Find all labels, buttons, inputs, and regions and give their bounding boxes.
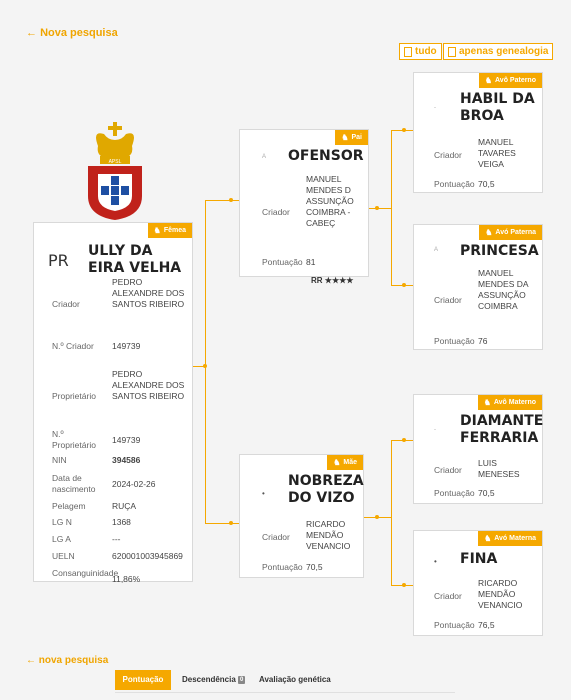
brand-mark-icon: •: [434, 557, 437, 566]
subject-field-value: 1368: [112, 517, 131, 527]
dam-card[interactable]: [239, 454, 364, 578]
paternal-grandsire-score: 70,5: [478, 179, 495, 189]
brand-mark-icon: A: [262, 154, 267, 160]
score-label: Pontuação: [434, 620, 475, 630]
export-genealogy-button[interactable]: apenas genealogia: [443, 43, 553, 60]
maternal-grandsire-card[interactable]: [413, 394, 543, 504]
svg-text:APSL: APSL: [108, 159, 122, 165]
tab-descendencia[interactable]: Descendência 0: [182, 675, 244, 684]
subject-field-value: 11,86%: [112, 574, 141, 584]
grandparent-badge: ♞ Avó Paterna: [479, 225, 542, 240]
horse-icon: ♞: [484, 534, 492, 543]
grandparent-badge: ♞ Avô Paterno: [479, 73, 542, 88]
tab-pontuacao[interactable]: Pontuação: [115, 670, 171, 690]
paternal-granddam-name: PRINCESA: [460, 243, 539, 259]
score-label: Pontuação: [434, 336, 475, 346]
subject-field-label: Consanguinidade: [52, 568, 119, 578]
horse-icon: ♞: [341, 133, 349, 142]
maternal-grandsire-name: DIAMANTE FERRARIA: [460, 413, 544, 446]
score-label: Pontuação: [434, 179, 475, 189]
horse-icon: ♞: [484, 76, 493, 85]
new-search-link-bottom[interactable]: ← nova pesquisa: [26, 655, 109, 666]
brand-mark-icon: PR: [48, 251, 69, 270]
association-crest-logo: [84, 120, 146, 222]
maternal-granddam-card[interactable]: [413, 530, 543, 636]
paternal-grandsire-breeder: MANUEL TAVARES VEIGA: [478, 137, 516, 169]
sire-badge: ♞ Pai: [335, 130, 368, 145]
subject-field-label: Pelagem: [52, 501, 86, 511]
breeder-label: Criador: [434, 150, 462, 160]
count-badge: 0: [240, 676, 244, 683]
sire-score: 81: [306, 257, 316, 267]
sire-breeder: MANUEL MENDES D ASSUNÇÃO COIMBRA - CABEÇ: [306, 174, 354, 228]
grandparent-badge: ♞ Avó Materna: [478, 531, 542, 546]
dam-breeder: RICARDO MENDÃO VENANCIO: [306, 519, 351, 551]
score-label: Pontuação: [262, 562, 303, 572]
maternal-granddam-breeder: RICARDO MENDÃO VENANCIO: [478, 578, 523, 610]
subject-card[interactable]: [33, 222, 193, 582]
breeder-label: Criador: [262, 207, 290, 217]
maternal-grandsire-score: 70,5: [478, 488, 495, 498]
horse-icon: ♞: [485, 228, 493, 237]
score-label: Pontuação: [262, 257, 303, 267]
breeder-label: Criador: [434, 465, 462, 475]
paternal-grandsire-name: HABIL DA BROA: [460, 91, 535, 124]
subject-field-value: 394586: [112, 455, 141, 465]
brand-mark-icon: •: [262, 489, 265, 498]
subject-field-value: PEDRO ALEXANDRE DOS SANTOS RIBEIRO: [112, 369, 185, 401]
subject-field-label: LG N: [52, 517, 72, 527]
brand-mark-icon: -: [434, 427, 436, 433]
subject-field-value: ---: [112, 534, 121, 544]
subject-name: ULLY DA EIRA VELHA: [88, 243, 182, 276]
paternal-granddam-score: 76: [478, 336, 488, 346]
subject-field-label: N.º Criador: [52, 341, 94, 351]
subject-field-label: NIN: [52, 455, 67, 465]
pdf-icon: [448, 47, 456, 57]
horse-icon: ♞: [153, 226, 161, 235]
horse-icon: ♞: [333, 458, 341, 467]
subject-field-label: UELN: [52, 551, 75, 561]
tab-avaliacao-genetica[interactable]: Avaliação genética: [259, 675, 331, 684]
breeder-label: Criador: [434, 591, 462, 601]
dam-score: 70,5: [306, 562, 323, 572]
subject-field-label: Data de nascimento: [52, 473, 96, 494]
subject-field-value: 620001003945869: [112, 551, 183, 561]
brand-mark-icon: A: [434, 247, 439, 253]
subject-field-value: PEDRO ALEXANDRE DOS SANTOS RIBEIRO: [112, 277, 185, 309]
paternal-granddam-breeder: MANUEL MENDES DA ASSUNÇÃO COIMBRA: [478, 268, 529, 311]
arrow-left-icon: ←: [26, 655, 36, 666]
score-label: Pontuação: [434, 488, 475, 498]
sire-card[interactable]: [239, 129, 369, 277]
paternal-granddam-card[interactable]: [413, 224, 543, 350]
dam-badge: ♞ Mãe: [327, 455, 363, 470]
subject-field-label: Proprietário: [52, 391, 96, 401]
paternal-grandsire-card[interactable]: [413, 72, 543, 193]
tabs-underline: [115, 692, 455, 693]
subject-field-value: 2024-02-26: [112, 479, 156, 489]
maternal-granddam-score: 76,5: [478, 620, 495, 630]
subject-field-value: 149739: [112, 435, 141, 445]
horse-icon: ♞: [483, 398, 491, 407]
breeder-label: Criador: [262, 532, 290, 542]
subject-field-label: LG A: [52, 534, 71, 544]
maternal-granddam-name: FINA: [460, 551, 498, 567]
export-all-button[interactable]: tudo: [399, 43, 442, 60]
brand-mark-icon: -: [434, 105, 436, 111]
subject-field-value: RUÇA: [112, 501, 137, 511]
sire-name: OFENSOR: [288, 148, 364, 164]
pdf-icon: [404, 47, 412, 57]
new-search-link-top[interactable]: ← Nova pesquisa: [26, 27, 118, 39]
sex-badge: ♞ Fêmea: [148, 223, 192, 238]
arrow-left-icon: ←: [26, 27, 37, 39]
subject-field-label: N.º Proprietário: [52, 429, 96, 450]
breeder-label: Criador: [434, 295, 462, 305]
sire-rating: RR ★★★★: [311, 276, 354, 285]
dam-name: NOBREZA DO VIZO: [288, 473, 364, 506]
maternal-grandsire-breeder: LUIS MENESES: [478, 458, 520, 479]
subject-field-value: 149739: [112, 341, 141, 351]
grandparent-badge: ♞ Avô Materno: [478, 395, 542, 410]
subject-field-label: Criador: [52, 299, 80, 309]
